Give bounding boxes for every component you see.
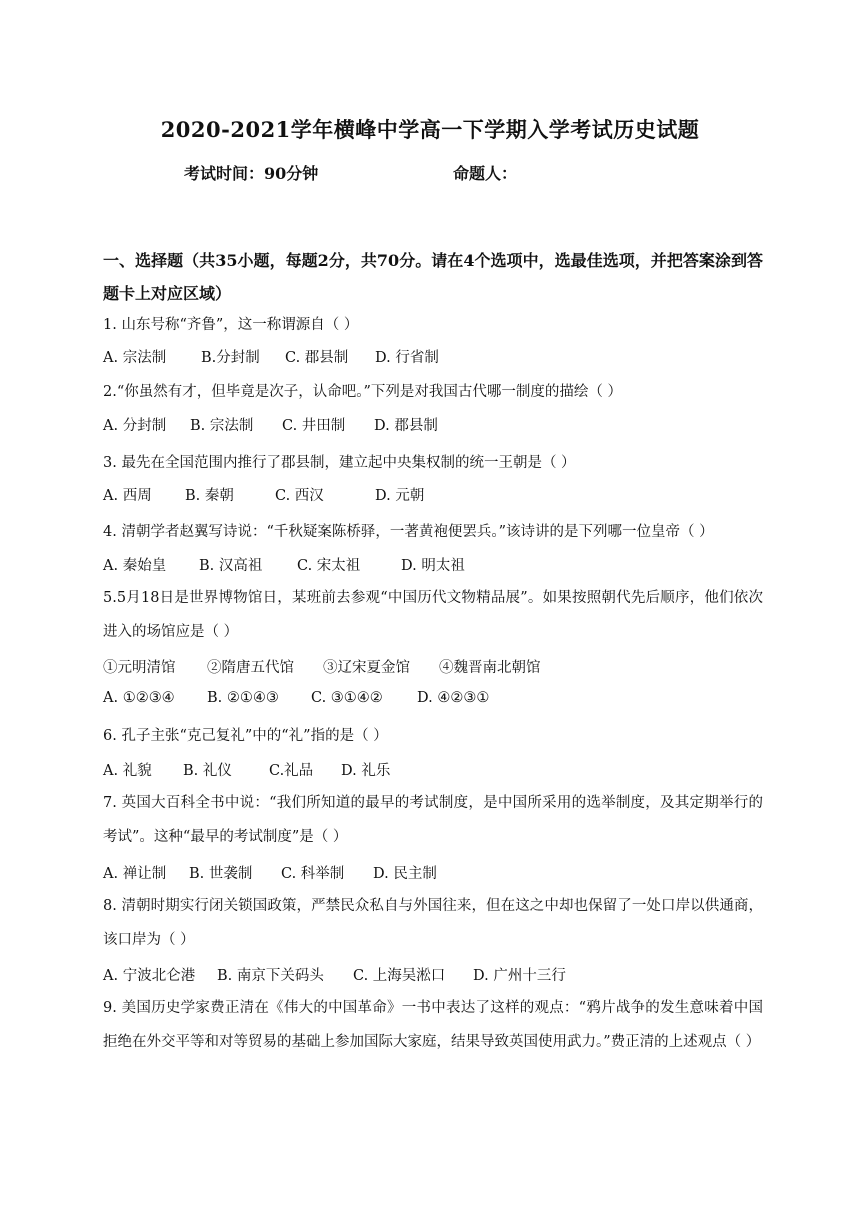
option-d: D. 明太祖 xyxy=(401,558,465,574)
option-a: A. 禅让制 xyxy=(103,866,167,882)
option-d: D. 元朝 xyxy=(375,488,425,504)
author-label: 命题人： xyxy=(453,164,518,183)
item-2: ②隋唐五代馆 xyxy=(207,660,294,676)
option-a: A. 分封制 xyxy=(103,418,167,434)
option-a: A. ①②③④ xyxy=(103,690,175,706)
option-c: C. 西汉 xyxy=(275,488,324,504)
question-stem-3: 3. 最先在全国范围内推行了郡县制，建立起中央集权制的统一王朝是（ ） xyxy=(103,455,576,471)
question-options-2 xyxy=(103,414,438,435)
question-options-5 xyxy=(103,690,489,706)
question-stem-9: 9. 美国历史学家费正清在《伟大的中国革命》一书中表达了这样的观点：“鸦片战争的发生意味着中国拒绝在外交平等和对等贸易的基础上参加国际大家庭，结果导致英国使用武力。”费正清的上述观点（ ） xyxy=(103,1000,763,1050)
option-d: D. 礼乐 xyxy=(341,763,391,779)
option-c: C. ③①④② xyxy=(311,690,383,706)
option-c: C. 上海吴淞口 xyxy=(353,968,446,984)
option-d: D. 行省制 xyxy=(375,350,439,366)
question-options-4 xyxy=(103,554,465,575)
question-options-6 xyxy=(103,759,390,780)
exam-time: 考试时间：90分钟 xyxy=(184,164,319,183)
question-stem-8: 8. 清朝时期实行闭关锁国政策，严禁民众私自与外国往来，但在这之中却也保留了一处口岸以供通商，该口岸为（ ） xyxy=(103,898,763,948)
option-a: A. 秦始皇 xyxy=(103,558,167,574)
option-c: C. 科举制 xyxy=(281,866,345,882)
option-b: B. 汉高祖 xyxy=(199,558,263,574)
option-b: B. 南京下关码头 xyxy=(217,968,324,984)
question-stem-6: 6. 孔子主张“克己复礼”中的“礼”指的是（ ） xyxy=(103,728,388,744)
exam-meta xyxy=(184,161,518,184)
option-b: B. 世袭制 xyxy=(189,866,253,882)
question-options-8 xyxy=(103,964,566,985)
option-c: C. 郡县制 xyxy=(285,350,349,366)
question-stem-1: 1. 山东号称“齐鲁”，这一称谓源自（ ） xyxy=(103,317,359,333)
option-a: A. 西周 xyxy=(103,488,152,504)
option-b: B. ②①④③ xyxy=(207,690,279,706)
item-3: ③辽宋夏金馆 xyxy=(323,660,410,676)
question-stem-7: 7. 英国大百科全书中说：“我们所知道的最早的考试制度，是中国所采用的选举制度，及其定期举行的考试”。这种“最早的考试制度”是（ ） xyxy=(103,795,763,845)
question-stem-5: 5.5月18日是世界博物馆日，某班前去参观“中国历代文物精品展”。如果按照朝代先后顺序，他们依次进入的场馆应是（ ） xyxy=(103,590,763,640)
question-options-1 xyxy=(103,346,439,367)
option-b: B. 宗法制 xyxy=(190,418,254,434)
option-d: D. 郡县制 xyxy=(374,418,438,434)
option-b: B. 秦朝 xyxy=(185,488,234,504)
question-items-5 xyxy=(103,656,541,677)
option-d: D. ④②③① xyxy=(417,690,490,706)
section-heading: 一、选择题（共35小题，每题2分，共70分。请在4个选项中，选最佳选项，并把答案涂到答题卡上对应区域） xyxy=(103,251,763,303)
question-options-3 xyxy=(103,484,424,505)
question-stem-2: 2.“你虽然有才，但毕竟是次子，认命吧。”下列是对我国古代哪一制度的描绘（ ） xyxy=(103,384,623,400)
question-stem-4: 4. 清朝学者赵翼写诗说：“千秋疑案陈桥驿，一著黄袍便罢兵。”该诗讲的是下列哪一位皇帝（ ） xyxy=(103,524,714,540)
option-a: A. 宁波北仑港 xyxy=(103,968,196,984)
option-d: D. 广州十三行 xyxy=(473,968,566,984)
option-d: D. 民主制 xyxy=(373,866,437,882)
option-a: A. 宗法制 xyxy=(103,350,167,366)
option-c: C. 宋太祖 xyxy=(297,558,361,574)
item-4: ④魏晋南北朝馆 xyxy=(439,660,541,676)
option-c: C. 井田制 xyxy=(282,418,346,434)
option-b: B. 礼仪 xyxy=(183,763,232,779)
option-c: C.礼品 xyxy=(269,763,314,779)
option-a: A. 礼貌 xyxy=(103,763,152,779)
question-options-7 xyxy=(103,862,437,883)
exam-title: 2020-2021学年横峰中学高一下学期入学考试历史试题 xyxy=(160,117,700,142)
item-1: ①元明清馆 xyxy=(103,660,176,676)
option-b: B.分封制 xyxy=(201,350,260,366)
